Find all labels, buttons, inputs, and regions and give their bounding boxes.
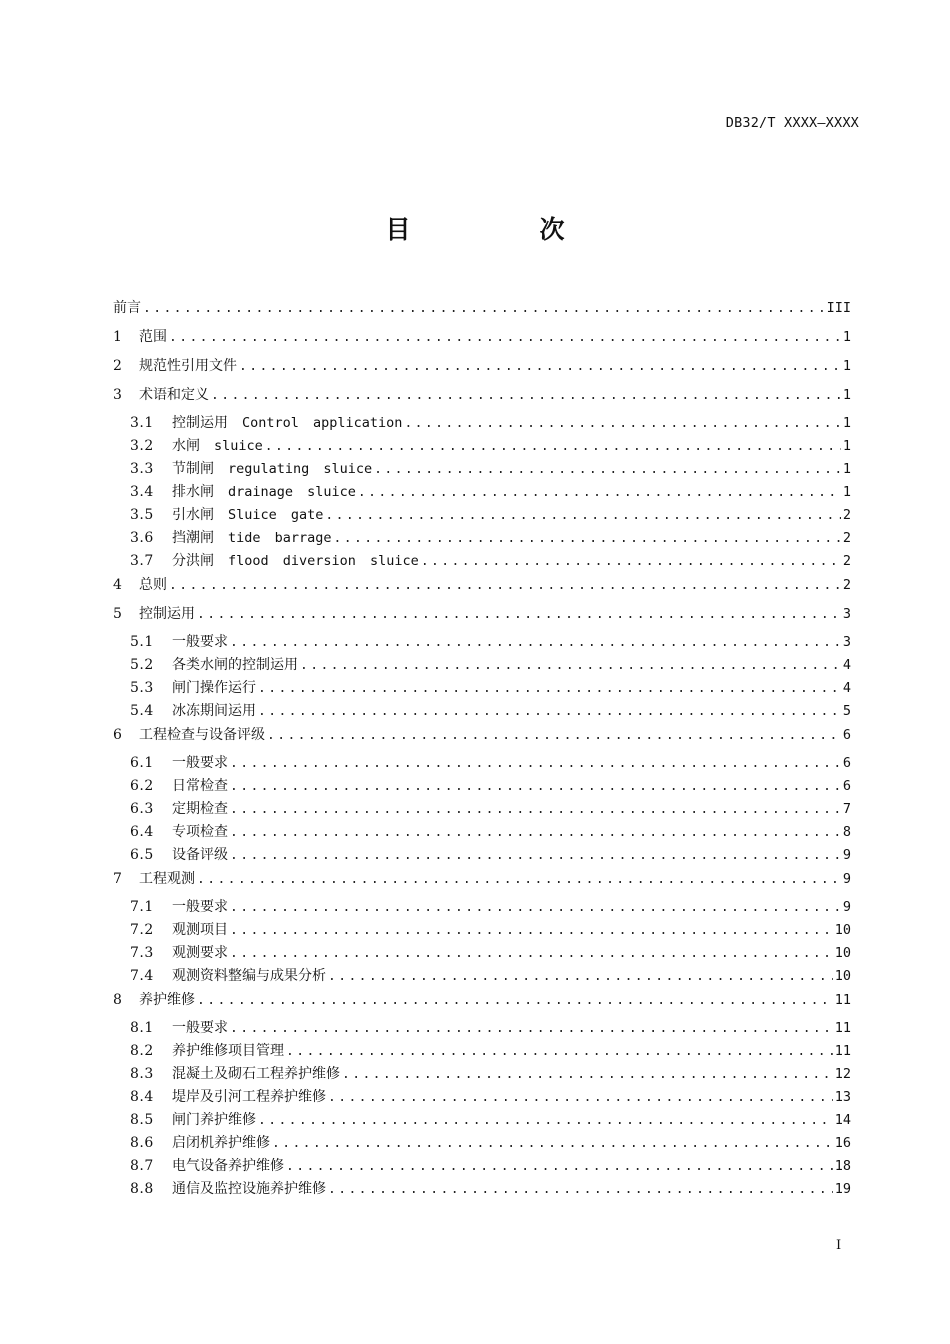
toc-entry-number: 8.1 [130,1020,154,1036]
toc-entry-label: 一般要求 [172,634,228,650]
toc-entry-title [113,989,195,1009]
toc-entry-page-number: 3 [842,606,851,622]
toc-dot-leader [258,704,841,719]
toc-dot-leader [358,485,841,500]
toc-entry-label: 工程观测 [139,871,195,887]
toc-entry[interactable] [113,988,851,1017]
toc-entry-number: 3.2 [130,438,154,454]
toc-entry-label: 一般要求 [172,755,228,771]
toc-entry[interactable] [113,1132,851,1155]
toc-entry-number: 6.1 [130,755,154,771]
toc-entry-page-number: 19 [834,1181,851,1197]
toc-entry-title [130,942,228,962]
toc-entry-title [130,550,419,570]
toc-dot-leader [258,681,841,696]
toc-entry-title [130,1086,326,1106]
toc-dot-leader [230,946,833,961]
toc-entry-title [130,965,326,985]
toc-entry-number: 7.1 [130,899,154,915]
toc-entry-english-term: Sluice gate [228,507,324,523]
toc-entry-number: 6 [113,727,122,743]
toc-entry-english-term: regulating sluice [228,461,373,477]
toc-entry-number: 8.8 [130,1181,154,1197]
toc-entry-title [130,1155,284,1175]
toc-entry-label: 启闭机养护维修 [172,1135,270,1151]
toc-entry[interactable] [113,1178,851,1201]
toc-entry-page-number: 3 [842,634,851,650]
toc-entry-number: 7 [113,871,122,887]
toc-entry-title [113,384,209,404]
toc-entry[interactable] [113,602,851,631]
toc-entry-title [130,752,228,772]
toc-entry-page-number: 2 [842,553,851,569]
toc-entry[interactable] [113,573,851,602]
toc-entry-number: 7.3 [130,945,154,961]
toc-entry-page-number: 2 [842,530,851,546]
toc-entry-label: 工程检查与设备评级 [139,727,265,743]
toc-entry-number: 6.3 [130,801,154,817]
toc-entry-title [130,677,256,697]
toc-dot-leader [230,1021,833,1036]
toc-entry-number: 3.3 [130,461,154,477]
toc-dot-leader [328,1182,833,1197]
toc-entry-number: 7.4 [130,968,154,984]
toc-entry[interactable] [113,1155,851,1178]
toc-dot-leader [258,1113,833,1128]
toc-entry-title [130,798,228,818]
toc-entry-title [130,504,323,524]
toc-entry-label: 冰冻期间运用 [172,703,256,719]
toc-entry-title [113,724,265,744]
toc-entry-page-number: 1 [842,387,851,403]
toc-entry-title [130,700,256,720]
toc-entry-number: 5.4 [130,703,154,719]
toc-entry-label: 观测项目 [172,922,228,938]
toc-entry-page-number: 9 [842,899,851,915]
toc-entry-label: 定期检查 [172,801,228,817]
toc-entry-page-number: 6 [842,778,851,794]
toc-entry-title [130,654,298,674]
toc-entry[interactable] [113,700,851,723]
toc-dot-leader [197,872,841,887]
toc-dot-leader [230,825,841,840]
toc-entry-label: 闸门养护维修 [172,1112,256,1128]
toc-entry-label: 前言 [113,300,141,316]
toc-entry-page-number: 4 [842,657,851,673]
toc-entry-title [130,1109,256,1129]
toc-dot-leader [286,1159,833,1174]
toc-entry-number: 3.4 [130,484,154,500]
toc-entry[interactable] [113,896,851,919]
toc-entry[interactable] [113,1063,851,1086]
toc-entry[interactable] [113,942,851,965]
toc-entry-page-number: 11 [834,992,851,1008]
toc-entry-label: 节制闸 [172,461,214,477]
toc-entry-label: 观测资料整编与成果分析 [172,968,326,984]
toc-dot-leader [230,779,841,794]
toc-entry-page-number: 5 [842,703,851,719]
toc-entry-label: 控制运用 [172,415,228,431]
toc-entry-title [130,458,372,478]
toc-entry-label: 术语和定义 [139,387,209,403]
toc-entry[interactable] [113,919,851,942]
toc-entry-label: 水闸 [172,438,200,454]
toc-entry-label: 各类水闸的控制运用 [172,657,298,673]
toc-entry[interactable] [113,1086,851,1109]
toc-entry-label: 堤岸及引河工程养护维修 [172,1089,326,1105]
toc-entry-title [130,1017,228,1037]
toc-entry-label: 挡潮闸 [172,530,214,546]
toc-entry-title [130,844,228,864]
toc-entry-number: 7.2 [130,922,154,938]
toc-entry-label: 混凝土及砌石工程养护维修 [172,1066,340,1082]
toc-entry-number: 6.2 [130,778,154,794]
toc-entry[interactable] [113,296,851,325]
toc-entry-page-number: 7 [842,801,851,817]
toc-entry[interactable] [113,325,851,354]
toc-entry-number: 6.4 [130,824,154,840]
toc-entry-label: 通信及监控设施养护维修 [172,1181,326,1197]
toc-dot-leader [272,1136,833,1151]
toc-entry-page-number: 9 [842,847,851,863]
table-of-contents [113,296,851,1201]
toc-entry-title [113,574,167,594]
toc-entry[interactable] [113,354,851,383]
toc-dot-leader [265,439,841,454]
toc-entry-number: 8.2 [130,1043,154,1059]
toc-entry-label: 养护维修项目管理 [172,1043,284,1059]
toc-entry[interactable] [113,1040,851,1063]
toc-entry-page-number: 2 [842,507,851,523]
toc-entry[interactable] [113,867,851,896]
toc-entry-label: 控制运用 [139,606,195,622]
toc-dot-leader [230,802,841,817]
toc-entry-number: 5 [113,606,122,622]
toc-dot-leader [325,508,840,523]
toc-dot-leader [230,923,833,938]
toc-entry-title [130,1063,340,1083]
toc-entry-title [113,603,195,623]
toc-entry-number: 1 [113,329,122,345]
toc-entry-number: 8.3 [130,1066,154,1082]
toc-entry[interactable] [113,1109,851,1132]
toc-entry-english-term: sluice [214,438,263,454]
toc-entry-label: 排水闸 [172,484,214,500]
toc-dot-leader [230,635,841,650]
toc-dot-leader [300,658,841,673]
toc-entry-number: 3.5 [130,507,154,523]
toc-entry-page-number: 10 [834,968,851,984]
toc-dot-leader [342,1067,833,1082]
toc-entry-number: 8.4 [130,1089,154,1105]
toc-entry-number: 5.2 [130,657,154,673]
toc-dot-leader [328,969,833,984]
toc-dot-leader [230,848,841,863]
toc-dot-leader [374,462,841,477]
toc-entry-page-number: 1 [842,461,851,477]
toc-entry-page-number: 11 [834,1020,851,1036]
toc-entry-title [130,896,228,916]
toc-entry[interactable] [113,821,851,844]
toc-entry-label: 总则 [139,577,167,593]
toc-entry-title [130,775,228,795]
toc-dot-leader [169,578,841,593]
toc-entry-number: 8.5 [130,1112,154,1128]
toc-dot-leader [421,554,841,569]
toc-dot-leader [267,728,841,743]
toc-entry-title [113,355,237,375]
toc-entry-number: 3 [113,387,122,403]
toc-entry[interactable] [113,965,851,988]
toc-dot-leader [286,1044,833,1059]
toc-entry-title [130,481,356,501]
toc-entry[interactable] [113,412,851,435]
toc-entry-page-number: 8 [842,824,851,840]
toc-entry-number: 8.7 [130,1158,154,1174]
toc-entry[interactable] [113,481,851,504]
toc-entry[interactable] [113,798,851,821]
toc-entry-page-number: 16 [834,1135,851,1151]
toc-entry-english-term: tide barrage [228,530,332,546]
toc-dot-leader [404,416,840,431]
toc-entry-label: 分洪闸 [172,553,214,569]
toc-entry-page-number: 1 [842,329,851,345]
toc-entry-english-term: drainage sluice [228,484,356,500]
toc-entry-page-number: 6 [842,727,851,743]
toc-entry-page-number: 12 [834,1066,851,1082]
toc-entry-page-number: 1 [842,358,851,374]
toc-entry-label: 专项检查 [172,824,228,840]
toc-dot-leader [197,607,841,622]
toc-entry-number: 2 [113,358,122,374]
toc-dot-leader [211,388,841,403]
toc-dot-leader [143,301,825,316]
toc-entry-page-number: 10 [834,945,851,961]
toc-entry[interactable] [113,654,851,677]
toc-entry-page-number: 14 [834,1112,851,1128]
toc-entry-title [130,435,263,455]
toc-entry-title [113,326,167,346]
toc-dot-leader [169,330,841,345]
toc-entry-number: 5.1 [130,634,154,650]
toc-entry-number: 3.1 [130,415,154,431]
toc-entry[interactable] [113,550,851,573]
toc-entry[interactable] [113,631,851,654]
toc-entry[interactable] [113,527,851,550]
toc-entry-page-number: 1 [842,484,851,500]
toc-entry-page-number: 11 [834,1043,851,1059]
footer-page-number: I [836,1238,842,1253]
toc-entry[interactable] [113,383,851,412]
toc-entry-title [113,297,141,317]
toc-entry[interactable] [113,435,851,458]
toc-entry-page-number: 2 [842,577,851,593]
toc-entry-page-number: 4 [842,680,851,696]
toc-entry-title [130,821,228,841]
toc-entry-page-number: 6 [842,755,851,771]
toc-entry-page-number: 13 [834,1089,851,1105]
toc-entry-label: 日常检查 [172,778,228,794]
toc-entry-number: 6.5 [130,847,154,863]
toc-entry-number: 3.6 [130,530,154,546]
toc-entry-number: 5.3 [130,680,154,696]
toc-dot-leader [334,531,841,546]
toc-entry-label: 养护维修 [139,992,195,1008]
toc-entry-label: 规范性引用文件 [139,358,237,374]
document-code: DB32/T XXXX—XXXX [725,115,859,131]
toc-entry-page-number: III [826,300,851,316]
toc-entry[interactable] [113,458,851,481]
toc-entry-title [130,1178,326,1198]
toc-entry[interactable] [113,504,851,527]
toc-entry[interactable] [113,1017,851,1040]
toc-entry-number: 8.6 [130,1135,154,1151]
toc-entry-title [130,527,332,547]
toc-entry-english-term: Control application [242,415,403,431]
toc-entry-number: 4 [113,577,122,593]
toc-entry-page-number: 1 [842,415,851,431]
toc-entry-label: 一般要求 [172,899,228,915]
toc-entry-title [130,1040,284,1060]
toc-dot-leader [230,756,841,771]
toc-entry-label: 引水闸 [172,507,214,523]
toc-entry[interactable] [113,775,851,798]
toc-entry[interactable] [113,752,851,775]
toc-dot-leader [230,900,841,915]
toc-entry-number: 3.7 [130,553,154,569]
toc-entry-title [130,631,228,651]
toc-entry-page-number: 18 [834,1158,851,1174]
toc-entry[interactable] [113,844,851,867]
toc-entry-label: 观测要求 [172,945,228,961]
toc-entry-page-number: 9 [842,871,851,887]
toc-entry[interactable] [113,677,851,700]
toc-dot-leader [239,359,841,374]
toc-entry-title [130,919,228,939]
toc-entry[interactable] [113,723,851,752]
toc-entry-label: 闸门操作运行 [172,680,256,696]
toc-entry-title [130,1132,270,1152]
toc-entry-label: 设备评级 [172,847,228,863]
toc-entry-number: 8 [113,992,122,1008]
toc-dot-leader [328,1090,833,1105]
toc-entry-english-term: flood diversion sluice [228,553,419,569]
toc-entry-page-number: 1 [842,438,851,454]
toc-entry-title [113,868,195,888]
toc-entry-label: 一般要求 [172,1020,228,1036]
toc-dot-leader [197,993,833,1008]
toc-entry-page-number: 10 [834,922,851,938]
page-title: 目 次 [385,215,617,244]
toc-entry-label: 范围 [139,329,167,345]
toc-entry-label: 电气设备养护维修 [172,1158,284,1174]
toc-entry-title [130,412,402,432]
